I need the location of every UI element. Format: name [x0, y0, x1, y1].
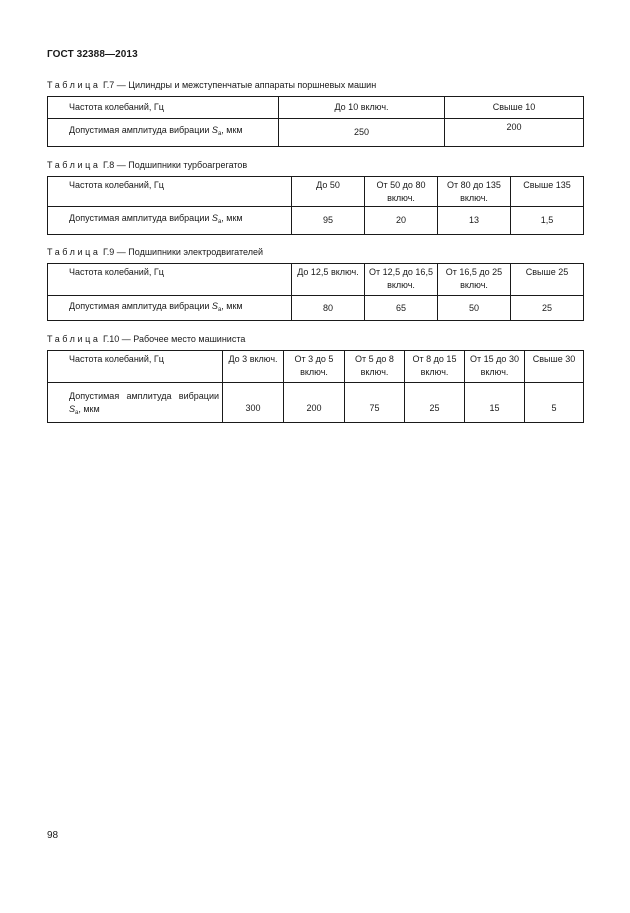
- table-cell: 1,5: [511, 207, 584, 235]
- table-row: [48, 383, 584, 423]
- label-text: Допустимая амплитуда вибрации: [69, 213, 210, 223]
- page-number: 98: [47, 830, 59, 841]
- table-cell: 80: [292, 296, 365, 321]
- column-header: Свыше 10: [445, 97, 584, 119]
- table-row: [48, 97, 584, 119]
- table-cell: 75: [345, 383, 405, 423]
- row-label-amplitude: [48, 207, 292, 235]
- caption-word: Таблица: [47, 160, 101, 170]
- table-g7: [47, 96, 584, 147]
- column-header: От 80 до 135 включ.: [438, 177, 511, 207]
- column-header: Свыше 25: [511, 264, 584, 296]
- label-unit: , мкм: [221, 300, 243, 311]
- table-cell: 95: [292, 207, 365, 235]
- caption-word: Таблица: [47, 334, 101, 344]
- table-cell: 200: [284, 383, 345, 423]
- table-cell: 5: [525, 383, 584, 423]
- table-g8: [47, 176, 584, 235]
- table-row: [48, 264, 584, 296]
- label-text: Допустимая амплитуда вибрации: [69, 125, 210, 135]
- caption-text: Г.7 — Цилиндры и межступенчатые аппараты поршневых машин: [103, 80, 377, 90]
- table-g10: [47, 350, 584, 423]
- column-header: До 50: [292, 177, 365, 207]
- column-header: До 12,5 включ.: [292, 264, 365, 296]
- table-cell: 25: [405, 383, 465, 423]
- caption-text: Г.8 — Подшипники турбоагрегатов: [103, 160, 248, 170]
- column-header: От 50 до 80 включ.: [365, 177, 438, 207]
- table-cell: 200: [445, 119, 584, 147]
- label-text: Допустимая амплитуда вибрации: [69, 300, 210, 311]
- symbol-subscript: a: [75, 410, 79, 416]
- caption-word: Таблица: [47, 247, 101, 257]
- table-caption-g7: [47, 80, 376, 90]
- column-header: От 16,5 до 25 включ.: [438, 264, 511, 296]
- amplitude-symbol: S: [211, 213, 218, 223]
- symbol-subscript: a: [217, 131, 222, 137]
- column-header: Свыше 135: [511, 177, 584, 207]
- table-cell: 15: [465, 383, 525, 423]
- table-g9: [47, 263, 584, 321]
- table-cell: 250: [279, 119, 445, 147]
- table-row: [48, 351, 584, 383]
- label-unit: , мкм: [221, 213, 243, 223]
- row-label-amplitude: [48, 383, 223, 423]
- caption-text: Г.10 — Рабочее место машиниста: [103, 334, 246, 344]
- table-cell: 20: [365, 207, 438, 235]
- table-cell: 13: [438, 207, 511, 235]
- column-header: От 8 до 15 включ.: [405, 351, 465, 383]
- label-unit: , мкм: [78, 404, 100, 414]
- table-row: [48, 207, 584, 235]
- column-header: От 15 до 30 включ.: [465, 351, 525, 383]
- column-header: До 10 включ.: [279, 97, 445, 119]
- caption-text: Г.9 — Подшипники электродвигателей: [103, 247, 263, 257]
- table-caption-g9: [47, 247, 263, 257]
- row-label-frequency: Частота колебаний, Гц: [48, 264, 292, 296]
- row-label-frequency: Частота колебаний, Гц: [48, 177, 292, 207]
- table-cell: 25: [511, 296, 584, 321]
- amplitude-symbol: S: [211, 125, 218, 135]
- table-caption-g8: [47, 160, 247, 170]
- row-label-frequency: Частота колебаний, Гц: [48, 97, 279, 119]
- row-label-amplitude: [48, 296, 292, 321]
- table-cell: 50: [438, 296, 511, 321]
- column-header: От 12,5 до 16,5 включ.: [365, 264, 438, 296]
- symbol-subscript: a: [217, 306, 222, 313]
- amplitude-symbol: S: [69, 404, 76, 414]
- row-label-amplitude: [48, 119, 279, 147]
- column-header: Свыше 30: [525, 351, 584, 383]
- table-row: [48, 177, 584, 207]
- column-header: От 5 до 8 включ.: [345, 351, 405, 383]
- document-header: ГОСТ 32388—2013: [47, 49, 138, 60]
- label-text: Допустимая амплитуда вибрации: [69, 391, 219, 401]
- table-caption-g10: [47, 334, 245, 344]
- table-cell: 65: [365, 296, 438, 321]
- amplitude-symbol: S: [211, 300, 218, 311]
- caption-word: Таблица: [47, 80, 101, 90]
- row-label-frequency: Частота колебаний, Гц: [48, 351, 223, 383]
- table-cell: 300: [223, 383, 284, 423]
- table-row: [48, 119, 584, 147]
- column-header: От 3 до 5 включ.: [284, 351, 345, 383]
- label-unit: , мкм: [221, 125, 243, 135]
- column-header: До 3 включ.: [223, 351, 284, 383]
- symbol-subscript: a: [217, 219, 222, 225]
- table-row: [48, 296, 584, 321]
